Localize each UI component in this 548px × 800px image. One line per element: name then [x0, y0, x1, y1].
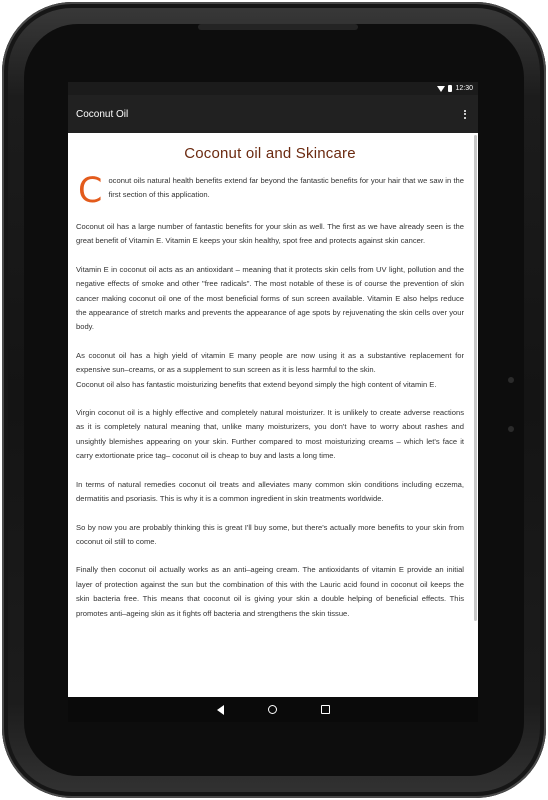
drop-cap: C	[78, 171, 103, 211]
side-button	[508, 426, 514, 432]
intro-block	[76, 171, 464, 211]
content-area[interactable]	[68, 133, 478, 697]
navigation-bar	[68, 697, 478, 722]
paragraph: oconut oils natural health benefits extend far beyond the fantastic benefits for your hair that we saw in the first section of this application.	[108, 176, 464, 200]
paragraph: Coconut oil also has fantastic moisturizing benefits that extend beyond simply the high content of vitamin E.	[76, 379, 437, 389]
speaker-grille	[198, 24, 358, 30]
app-bar	[68, 95, 478, 133]
paragraph: As coconut oil has a high yield of vitamin E many people are now using it as a substantive replacement for expensive sun–creams, or as a supplement to sun screen as it is less harmful to the skin.	[76, 350, 464, 375]
status-time: 12:30	[455, 85, 473, 92]
paragraph: In terms of natural remedies coconut oil treats and alleviates many common skin conditions including eczema, dermatitis and psoriasis. This is why it is a common ingredient in skin treatments worldwide.	[76, 479, 464, 504]
status-bar	[68, 82, 478, 95]
paragraph: Coconut oil has a large number of fantastic benefits for your skin as well. The first as we have already seen is the great benefit of Vitamin E. Vitamin E keeps your skin healthy, spot free and protects against skin cancer.	[76, 222, 464, 246]
overflow-menu-icon[interactable]	[460, 110, 470, 119]
article	[68, 145, 478, 621]
wifi-icon	[437, 86, 445, 92]
back-icon[interactable]	[217, 705, 224, 715]
paragraph: Finally then coconut oil actually works as an anti–ageing cream. The antioxidants of vitamin E provide an initial layer of protection against the sun but the combination of this with the Lauric acid found in coconut oil keeps the skin bacteria free. This means that coconut oil is giving your skin a double helping of beneficial effects. This promotes anti–ageing skin as it fights off bacteria and strengthens the skin tissue.	[76, 565, 464, 618]
app-title: Coconut Oil	[76, 108, 129, 120]
paragraph: Virgin coconut oil is a highly effective and completely natural moisturizer. It is unlikely to create adverse reactions as it is completely natural meaning that, unlike many moisturizers, you don't have to worry about rashes and unsightly blemishes appearing on your skin. Further compared to most moisturizing creams – which let's face it carry extortionate price tag– coconut oil is cheap to buy and lasts a long time.	[76, 408, 464, 461]
paragraph: So by now you are probably thinking this is great I'll buy some, but there's actually more benefits to your skin from coconut oil still to come.	[76, 522, 464, 546]
paragraph: Vitamin E in coconut oil acts as an antioxidant – meaning that it protects skin cells from UV light, pollution and the negative effects of smoke and other "free radicals". The most notable of these is of course the prevention of skin cancer making coconut oil one of the most beneficial forms of sun screen available. Vitamin E also helps reduce the appearance of stretch marks and prevents the appearance of age spots by rejuvenating the skin cells over your body.	[76, 264, 464, 332]
device-screen	[68, 82, 478, 722]
battery-icon	[448, 85, 452, 92]
side-button	[508, 377, 514, 383]
recents-icon[interactable]	[321, 705, 330, 714]
home-icon[interactable]	[268, 705, 277, 714]
article-title: Coconut oil and Skincare	[184, 145, 356, 162]
scrollbar[interactable]	[474, 135, 477, 621]
